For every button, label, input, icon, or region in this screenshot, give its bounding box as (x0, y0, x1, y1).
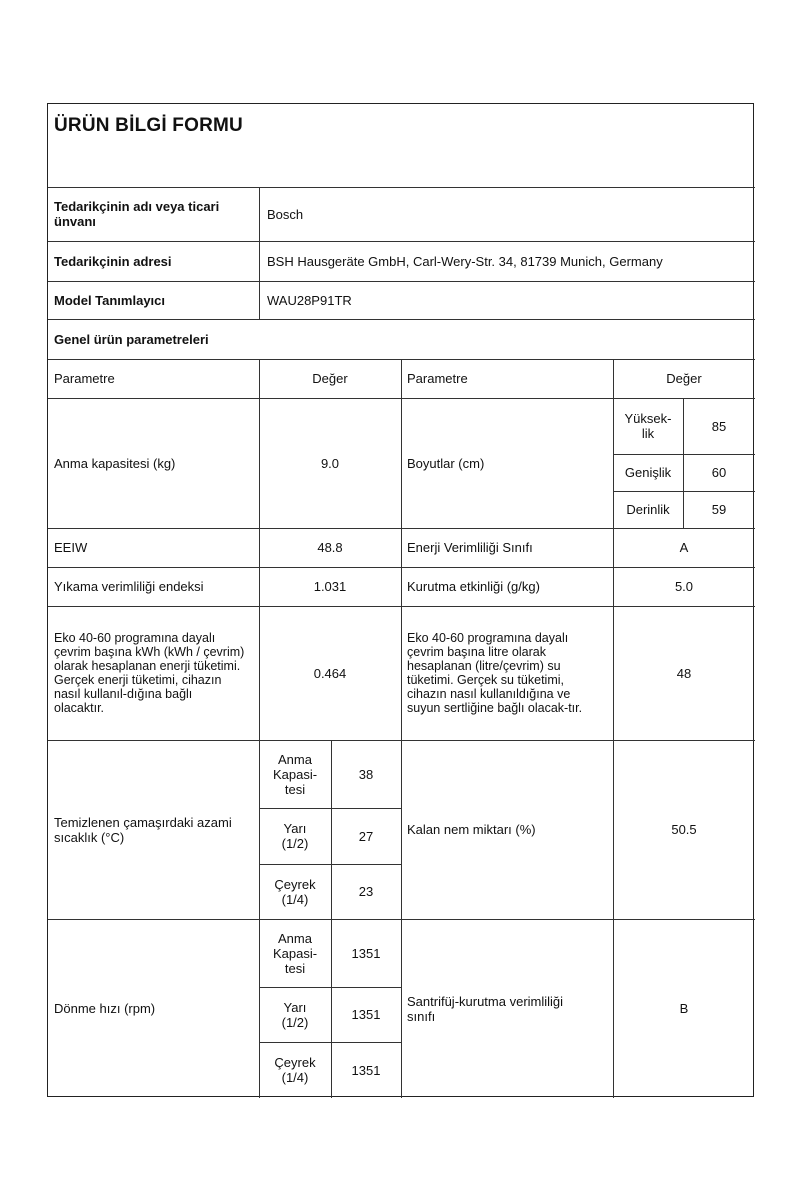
width-label: Genişlik (624, 465, 672, 480)
temperature-quarter-value: 23 (358, 884, 374, 899)
width-value: 60 (711, 465, 727, 480)
spin-rated-label: Anma Kapasi-tesi (272, 930, 318, 976)
page-title: ÜRÜN BİLGİ FORMU (54, 115, 243, 136)
energy-class-label: Enerji Verimliliği Sınıfı (407, 540, 533, 555)
temperature-half-value: 27 (358, 828, 374, 844)
general-parameters-heading: Genel ürün parametreleri (54, 331, 209, 347)
washing-index-label: Yıkama verimliliği endeksi (54, 579, 204, 594)
spin-class-label: Santrifüj-kurutma verimliliği sınıfı (407, 993, 564, 1024)
max-temperature-label: Temizlenen çamaşırdaki azami sıcaklık (°C) (54, 814, 232, 845)
supplier-value: Bosch (267, 206, 304, 222)
model-value: WAU28P91TR (267, 292, 352, 308)
capacity-label: Anma kapasitesi (kg) (54, 455, 176, 471)
eeiw-label: EEIW (54, 540, 88, 555)
spin-quarter-label: Çeyrek (1/4) (274, 1055, 316, 1085)
spin-half-value: 1351 (351, 1007, 381, 1022)
drying-efficiency-label: Kurutma etkinliği (g/kg) (407, 579, 540, 594)
address-value: BSH Hausgeräte GmbH, Carl-Wery-Str. 34, 81739 Munich, Germany (267, 253, 663, 269)
spin-rated-value: 1351 (351, 945, 381, 961)
washing-index-value: 1.031 (313, 579, 347, 594)
water-consumption-value: 48 (676, 665, 692, 681)
supplier-label: Tedarikçinin adı veya ticari ünvanı (54, 199, 220, 229)
eeiw-value: 48.8 (317, 540, 343, 555)
depth-label: Derinlik (626, 502, 670, 517)
height-label: Yüksek-lik (624, 411, 672, 441)
product-info-form (47, 103, 754, 1097)
energy-consumption-label: Eko 40-60 programına dayalı çevrim başına kWh (kWh / çevrim) olarak hesaplanan enerji tüketimi. Gerçek enerji tüketimi, cihazın nasıl kullanıl-dığına bağlı olacaktır. (54, 631, 245, 715)
column-header-parameter-2: Parametre (407, 371, 468, 386)
depth-value: 59 (711, 502, 727, 517)
temperature-quarter-label: Çeyrek (1/4) (274, 876, 316, 907)
model-label: Model Tanımlayıcı (54, 292, 166, 308)
spin-speed-label: Dönme hızı (rpm) (54, 1001, 156, 1016)
energy-class-value: A (679, 540, 689, 555)
temperature-rated-label: Anma Kapasi-tesi (272, 751, 318, 797)
address-label: Tedarikçinin adresi (54, 253, 172, 269)
dimensions-label: Boyutlar (cm) (407, 455, 485, 471)
temperature-half-label: Yarı (1/2) (281, 821, 309, 851)
height-value: 85 (711, 418, 727, 434)
column-header-parameter: Parametre (54, 371, 115, 386)
spin-quarter-value: 1351 (351, 1062, 381, 1078)
residual-moisture-label: Kalan nem miktarı (%) (407, 822, 536, 837)
drying-efficiency-value: 5.0 (674, 579, 694, 594)
capacity-value: 9.0 (320, 455, 340, 471)
column-header-value: Değer (312, 371, 348, 386)
spin-class-value: B (679, 1001, 689, 1016)
energy-consumption-value: 0.464 (313, 665, 347, 681)
spin-half-label: Yarı (1/2) (281, 999, 309, 1030)
residual-moisture-value: 50.5 (671, 822, 697, 837)
column-header-value-2: Değer (666, 371, 702, 386)
temperature-rated-value: 38 (358, 766, 374, 782)
water-consumption-label: Eko 40-60 programına dayalı çevrim başına litre olarak hesaplanan (litre/çevrim) su tüketimi. Gerçek su tüketimi, cihazın nasıl kullanıldığına ve suyun sertliğine bağlı olacak-tır. (407, 631, 583, 715)
